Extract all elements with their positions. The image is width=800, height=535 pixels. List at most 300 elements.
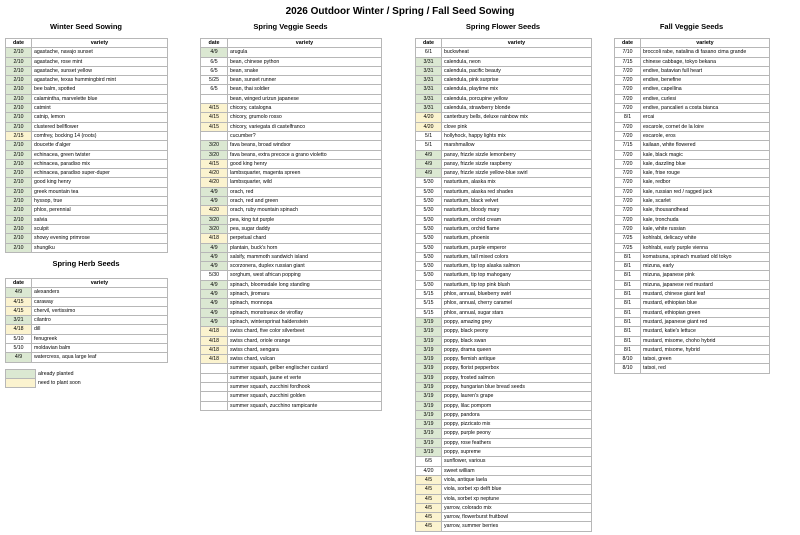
variety-cell[interactable]: nasturtium, tall mixed colors <box>442 252 592 261</box>
variety-cell[interactable]: mizuna, japanese red mustard <box>641 280 770 289</box>
variety-cell[interactable]: mustard, ethiopian blue <box>641 299 770 308</box>
date-cell[interactable]: 2/10 <box>6 197 32 206</box>
date-cell[interactable]: 8/1 <box>615 262 641 271</box>
variety-cell[interactable]: broccoli rabe, natalina di fasano cima grande <box>641 48 770 57</box>
variety-cell[interactable]: dill <box>32 325 168 334</box>
date-cell[interactable]: 5/1 <box>416 131 442 140</box>
variety-cell[interactable]: kale, scarlet <box>641 197 770 206</box>
date-cell[interactable]: 6/1 <box>416 48 442 57</box>
variety-cell[interactable]: alexanders <box>32 288 168 297</box>
date-cell[interactable]: 2/10 <box>6 85 32 94</box>
date-cell[interactable]: 4/5 <box>416 494 442 503</box>
variety-cell[interactable]: greek mountain tea <box>32 187 168 196</box>
date-cell[interactable]: 3/19 <box>416 448 442 457</box>
variety-cell[interactable]: phlox, annual, cherry caramel <box>442 299 592 308</box>
variety-cell[interactable]: poppy, drama queen <box>442 345 592 354</box>
date-cell[interactable]: 3/19 <box>416 336 442 345</box>
variety-cell[interactable]: summer squash, gelber englischer custard <box>228 364 382 373</box>
date-cell[interactable] <box>201 401 228 410</box>
date-cell[interactable]: 5/30 <box>416 224 442 233</box>
variety-cell[interactable]: mustard, katie's lettuce <box>641 327 770 336</box>
variety-cell[interactable]: calendula, pacific beauty <box>442 66 592 75</box>
variety-cell[interactable]: summer squash, zucchini golden <box>228 392 382 401</box>
date-cell[interactable]: 4/15 <box>201 104 228 113</box>
variety-cell[interactable]: swiss chard, five color silverbeet <box>228 327 382 336</box>
date-cell[interactable]: 5/25 <box>201 76 228 85</box>
variety-cell[interactable]: salsify, mammoth sandwich island <box>228 252 382 261</box>
variety-cell[interactable]: yarrow, colorado mix <box>442 503 592 512</box>
date-cell[interactable]: 7/15 <box>615 141 641 150</box>
date-cell[interactable]: 4/20 <box>416 113 442 122</box>
variety-cell[interactable]: sunflower, various <box>442 457 592 466</box>
date-cell[interactable]: 7/20 <box>615 104 641 113</box>
date-cell[interactable]: 7/20 <box>615 169 641 178</box>
date-cell[interactable] <box>201 392 228 401</box>
variety-cell[interactable]: kale, tronchuda <box>641 215 770 224</box>
variety-cell[interactable]: yarrow, flowerburst fruitbowl <box>442 513 592 522</box>
variety-cell[interactable]: viola, sorbet xp neptune <box>442 494 592 503</box>
date-cell[interactable]: 5/30 <box>201 271 228 280</box>
variety-cell[interactable]: escarole, cornet de la loire <box>641 122 770 131</box>
variety-cell[interactable]: agastache, rose mint <box>32 57 168 66</box>
date-cell[interactable]: 7/20 <box>615 94 641 103</box>
variety-cell[interactable]: nasturtium, alaska mix <box>442 178 592 187</box>
variety-cell[interactable]: canterbury bells, deluxe rainbow mix <box>442 113 592 122</box>
date-cell[interactable]: 4/20 <box>201 206 228 215</box>
variety-cell[interactable]: catmint <box>32 104 168 113</box>
date-cell[interactable]: 4/9 <box>416 169 442 178</box>
variety-cell[interactable]: cucumber? <box>228 131 382 140</box>
variety-cell[interactable]: endive, batavian full heart <box>641 66 770 75</box>
date-cell[interactable]: 7/20 <box>615 150 641 159</box>
variety-cell[interactable]: summer squash, zucchini fordhook <box>228 382 382 391</box>
date-cell[interactable]: 4/9 <box>416 159 442 168</box>
date-cell[interactable]: 3/31 <box>416 76 442 85</box>
date-cell[interactable]: 2/10 <box>6 234 32 243</box>
date-cell[interactable]: 4/9 <box>201 197 228 206</box>
date-cell[interactable]: 4/9 <box>201 299 228 308</box>
date-cell[interactable]: 2/10 <box>6 224 32 233</box>
date-cell[interactable]: 8/1 <box>615 271 641 280</box>
date-cell[interactable]: 6/5 <box>201 85 228 94</box>
date-cell[interactable]: 2/10 <box>6 150 32 159</box>
date-cell[interactable]: 4/9 <box>6 353 32 362</box>
variety-cell[interactable]: clustered bellflower <box>32 122 168 131</box>
variety-cell[interactable]: orach, ruby mountain spinach <box>228 206 382 215</box>
date-cell[interactable]: 2/15 <box>6 131 32 140</box>
date-cell[interactable]: 7/20 <box>615 224 641 233</box>
variety-cell[interactable]: mustard, ethiopian green <box>641 308 770 317</box>
date-cell[interactable]: 8/1 <box>615 290 641 299</box>
variety-cell[interactable]: kale, black magic <box>641 150 770 159</box>
variety-cell[interactable]: calendula, neon <box>442 57 592 66</box>
variety-cell[interactable]: nasturtium, purple emperor <box>442 243 592 252</box>
variety-cell[interactable]: fenugreek <box>32 334 168 343</box>
variety-cell[interactable]: summer squash, zucchino rampicante <box>228 401 382 410</box>
variety-cell[interactable]: pansy, frizzle sizzle lemonberry <box>442 150 592 159</box>
variety-cell[interactable]: marshmallow <box>442 141 592 150</box>
date-cell[interactable]: 2/10 <box>6 66 32 75</box>
date-cell[interactable]: 2/10 <box>6 113 32 122</box>
date-cell[interactable]: 2/10 <box>6 48 32 57</box>
variety-cell[interactable]: kohlrabi, delicacy white <box>641 234 770 243</box>
variety-cell[interactable]: buckwheat <box>442 48 592 57</box>
date-cell[interactable]: 2/10 <box>6 76 32 85</box>
variety-cell[interactable]: agastache, texas hummingbird mint <box>32 76 168 85</box>
variety-cell[interactable]: tatsoi, red <box>641 364 770 373</box>
date-cell[interactable] <box>201 131 228 140</box>
variety-cell[interactable]: lambsquarter, wild <box>228 178 382 187</box>
variety-cell[interactable]: calamintha, marvelette blue <box>32 94 168 103</box>
variety-cell[interactable]: sweet william <box>442 466 592 475</box>
variety-cell[interactable]: poppy, lilac pompom <box>442 401 592 410</box>
variety-cell[interactable]: nasturtium, tip top pink blush <box>442 280 592 289</box>
date-cell[interactable]: 4/5 <box>416 503 442 512</box>
variety-cell[interactable]: bean, chinese python <box>228 57 382 66</box>
date-cell[interactable]: 7/25 <box>615 243 641 252</box>
variety-cell[interactable]: plantain, buck's horn <box>228 243 382 252</box>
variety-cell[interactable]: fava beans, extra precoce a grano violetto <box>228 150 382 159</box>
variety-cell[interactable]: poppy, black peony <box>442 327 592 336</box>
date-cell[interactable]: 8/1 <box>615 336 641 345</box>
date-cell[interactable]: 2/10 <box>6 104 32 113</box>
date-cell[interactable]: 5/15 <box>416 290 442 299</box>
date-cell[interactable]: 6/5 <box>201 57 228 66</box>
variety-cell[interactable]: nasturtium, bloody mary <box>442 206 592 215</box>
date-cell[interactable]: 4/15 <box>201 159 228 168</box>
date-cell[interactable]: 8/1 <box>615 280 641 289</box>
variety-cell[interactable]: chinese cabbage, tokyo bekana <box>641 57 770 66</box>
variety-cell[interactable]: scorzonera, duplex russian giant <box>228 262 382 271</box>
variety-cell[interactable]: phlox, annual, sugar stars <box>442 308 592 317</box>
variety-cell[interactable]: spinach, jiromaru <box>228 290 382 299</box>
date-cell[interactable]: 5/30 <box>416 215 442 224</box>
date-cell[interactable]: 3/19 <box>416 410 442 419</box>
date-cell[interactable]: 3/19 <box>416 382 442 391</box>
variety-cell[interactable]: kale, dazzling blue <box>641 159 770 168</box>
variety-cell[interactable]: swiss chard, oriole orange <box>228 336 382 345</box>
variety-cell[interactable]: bean, snake <box>228 66 382 75</box>
variety-cell[interactable]: orach, red <box>228 187 382 196</box>
date-cell[interactable]: 2/10 <box>6 206 32 215</box>
variety-cell[interactable]: arugula <box>228 48 382 57</box>
date-cell[interactable]: 8/1 <box>615 345 641 354</box>
date-cell[interactable]: 7/25 <box>615 234 641 243</box>
variety-cell[interactable]: echinacea, green twister <box>32 150 168 159</box>
variety-cell[interactable]: viola, sorbet xp delft blue <box>442 485 592 494</box>
date-cell[interactable]: 4/20 <box>416 466 442 475</box>
date-cell[interactable]: 4/9 <box>201 280 228 289</box>
date-cell[interactable]: 5/30 <box>416 252 442 261</box>
variety-cell[interactable]: calendula, porcupine yellow <box>442 94 592 103</box>
date-cell[interactable] <box>201 364 228 373</box>
variety-cell[interactable]: komatsuna, spinach mustard old tokyo <box>641 252 770 261</box>
date-cell[interactable]: 5/30 <box>416 262 442 271</box>
variety-cell[interactable]: bean, sunset runner <box>228 76 382 85</box>
variety-cell[interactable]: salvia <box>32 215 168 224</box>
variety-cell[interactable]: poppy, florist pepperbox <box>442 364 592 373</box>
variety-cell[interactable]: kale, redbor <box>641 178 770 187</box>
variety-cell[interactable]: poppy, flemish antique <box>442 355 592 364</box>
date-cell[interactable]: 4/9 <box>6 288 32 297</box>
date-cell[interactable]: 2/10 <box>6 215 32 224</box>
date-cell[interactable]: 4/9 <box>201 317 228 326</box>
variety-cell[interactable]: endive, capellina <box>641 85 770 94</box>
variety-cell[interactable]: kale, white russian <box>641 224 770 233</box>
variety-cell[interactable]: ercai <box>641 113 770 122</box>
date-cell[interactable]: 7/20 <box>615 197 641 206</box>
variety-cell[interactable]: kale, thousandhead <box>641 206 770 215</box>
date-cell[interactable]: 3/31 <box>416 85 442 94</box>
variety-cell[interactable]: mizuna, early <box>641 262 770 271</box>
date-cell[interactable]: 3/21 <box>6 316 32 325</box>
variety-cell[interactable]: poppy, supreme <box>442 448 592 457</box>
date-cell[interactable]: 4/9 <box>416 150 442 159</box>
date-cell[interactable]: 3/31 <box>416 94 442 103</box>
variety-cell[interactable]: mustard, chinese giant leaf <box>641 290 770 299</box>
variety-cell[interactable]: tatsoi, green <box>641 355 770 364</box>
date-cell[interactable]: 3/19 <box>416 401 442 410</box>
date-cell[interactable]: 5/30 <box>416 280 442 289</box>
date-cell[interactable]: 2/10 <box>6 178 32 187</box>
date-cell[interactable]: 5/10 <box>6 334 32 343</box>
date-cell[interactable]: 4/9 <box>201 48 228 57</box>
variety-cell[interactable]: endive, benefine <box>641 76 770 85</box>
variety-cell[interactable]: endive, pancalieri a costa bianca <box>641 104 770 113</box>
variety-cell[interactable]: pea, sugar daddy <box>228 224 382 233</box>
variety-cell[interactable]: swiss chard, sengara <box>228 345 382 354</box>
date-cell[interactable]: 5/30 <box>416 243 442 252</box>
date-cell[interactable]: 5/30 <box>416 271 442 280</box>
variety-cell[interactable]: calendula, playtime mix <box>442 85 592 94</box>
variety-cell[interactable]: mustard, misome, choho hybrid <box>641 336 770 345</box>
variety-cell[interactable]: agastache, sunset yellow <box>32 66 168 75</box>
variety-cell[interactable]: echinacea, paradiso super-duper <box>32 169 168 178</box>
date-cell[interactable] <box>201 373 228 382</box>
variety-cell[interactable]: poppy, frosted salmon <box>442 373 592 382</box>
date-cell[interactable]: 4/15 <box>201 113 228 122</box>
date-cell[interactable]: 7/20 <box>615 178 641 187</box>
date-cell[interactable]: 7/20 <box>615 215 641 224</box>
variety-cell[interactable]: good king henry <box>32 178 168 187</box>
variety-cell[interactable]: pea, king tut purple <box>228 215 382 224</box>
variety-cell[interactable]: kale, russian red / ragged jack <box>641 187 770 196</box>
variety-cell[interactable]: poppy, hungarian blue bread seeds <box>442 382 592 391</box>
date-cell[interactable]: 2/10 <box>6 159 32 168</box>
variety-cell[interactable]: kale, frise rouge <box>641 169 770 178</box>
date-cell[interactable]: 8/10 <box>615 364 641 373</box>
date-cell[interactable]: 2/10 <box>6 243 32 252</box>
variety-cell[interactable]: swiss chard, vulcan <box>228 355 382 364</box>
variety-cell[interactable]: mustard, misome, hybrid <box>641 345 770 354</box>
variety-cell[interactable]: nasturtium, tip top alaska salmon <box>442 262 592 271</box>
date-cell[interactable]: 4/9 <box>201 308 228 317</box>
variety-cell[interactable]: poppy, pandora <box>442 410 592 419</box>
date-cell[interactable]: 4/18 <box>201 336 228 345</box>
date-cell[interactable]: 5/30 <box>416 178 442 187</box>
variety-cell[interactable]: mizuna, japanese pink <box>641 271 770 280</box>
date-cell[interactable]: 5/30 <box>416 234 442 243</box>
date-cell[interactable]: 4/18 <box>6 325 32 334</box>
date-cell[interactable]: 7/20 <box>615 131 641 140</box>
date-cell[interactable]: 8/1 <box>615 299 641 308</box>
date-cell[interactable]: 4/5 <box>416 475 442 484</box>
date-cell[interactable]: 3/19 <box>416 327 442 336</box>
date-cell[interactable]: 3/19 <box>416 420 442 429</box>
date-cell[interactable]: 3/19 <box>416 355 442 364</box>
date-cell[interactable]: 7/20 <box>615 187 641 196</box>
variety-cell[interactable]: nasturtium, tip top mahogany <box>442 271 592 280</box>
date-cell[interactable]: 8/10 <box>615 355 641 364</box>
date-cell[interactable]: 7/20 <box>615 206 641 215</box>
date-cell[interactable]: 5/10 <box>6 344 32 353</box>
variety-cell[interactable]: hollyhock, happy lights mix <box>442 131 592 140</box>
date-cell[interactable]: 3/19 <box>416 438 442 447</box>
variety-cell[interactable]: nasturtium, black velvet <box>442 197 592 206</box>
date-cell[interactable]: 4/20 <box>201 178 228 187</box>
date-cell[interactable]: 4/15 <box>6 306 32 315</box>
variety-cell[interactable]: mustard, japanese giant red <box>641 317 770 326</box>
variety-cell[interactable]: chicory, grumolo rosso <box>228 113 382 122</box>
variety-cell[interactable]: watercress, aqua large leaf <box>32 353 168 362</box>
date-cell[interactable]: 3/19 <box>416 345 442 354</box>
variety-cell[interactable]: nasturtium, alaska red shades <box>442 187 592 196</box>
date-cell[interactable]: 5/30 <box>416 206 442 215</box>
date-cell[interactable]: 8/1 <box>615 113 641 122</box>
date-cell[interactable]: 3/31 <box>416 57 442 66</box>
date-cell[interactable]: 7/20 <box>615 122 641 131</box>
variety-cell[interactable]: showy evening primrose <box>32 234 168 243</box>
date-cell[interactable]: 4/5 <box>416 513 442 522</box>
variety-cell[interactable]: bee balm, spotted <box>32 85 168 94</box>
variety-cell[interactable]: spinach, wintersprinat haldenstein <box>228 317 382 326</box>
variety-cell[interactable]: shungiku <box>32 243 168 252</box>
date-cell[interactable] <box>201 94 228 103</box>
date-cell[interactable]: 7/15 <box>615 57 641 66</box>
variety-cell[interactable]: moldavian balm <box>32 344 168 353</box>
date-cell[interactable]: 8/1 <box>615 317 641 326</box>
date-cell[interactable]: 5/30 <box>416 197 442 206</box>
variety-cell[interactable]: nasturtium, phoenix <box>442 234 592 243</box>
variety-cell[interactable]: lambsquarter, magenta spreen <box>228 169 382 178</box>
date-cell[interactable]: 4/15 <box>201 122 228 131</box>
variety-cell[interactable]: cilantro <box>32 316 168 325</box>
date-cell[interactable]: 4/9 <box>201 262 228 271</box>
date-cell[interactable]: 4/5 <box>416 485 442 494</box>
variety-cell[interactable]: chicory, variegata di castelfranco <box>228 122 382 131</box>
variety-cell[interactable]: escarole, eros <box>641 131 770 140</box>
date-cell[interactable]: 7/20 <box>615 159 641 168</box>
date-cell[interactable]: 3/20 <box>201 215 228 224</box>
variety-cell[interactable]: sculpit <box>32 224 168 233</box>
variety-cell[interactable]: comfrey, bocking 14 (roots) <box>32 131 168 140</box>
variety-cell[interactable]: poppy, purple peony <box>442 429 592 438</box>
variety-cell[interactable]: agastache, navajo sunset <box>32 48 168 57</box>
variety-cell[interactable]: summer squash, jaune et verte <box>228 373 382 382</box>
variety-cell[interactable]: spinach, monstrueux de viroflay <box>228 308 382 317</box>
variety-cell[interactable]: kailaan, white flowered <box>641 141 770 150</box>
variety-cell[interactable]: hyssop, true <box>32 197 168 206</box>
date-cell[interactable]: 2/10 <box>6 57 32 66</box>
variety-cell[interactable]: nasturtium, orchid cream <box>442 215 592 224</box>
date-cell[interactable]: 8/1 <box>615 308 641 317</box>
date-cell[interactable]: 3/19 <box>416 373 442 382</box>
date-cell[interactable]: 7/20 <box>615 85 641 94</box>
variety-cell[interactable]: bean, winged urizun japanese <box>228 94 382 103</box>
variety-cell[interactable]: clove pink <box>442 122 592 131</box>
date-cell[interactable]: 7/10 <box>615 48 641 57</box>
date-cell[interactable]: 4/9 <box>201 252 228 261</box>
date-cell[interactable]: 4/9 <box>201 187 228 196</box>
date-cell[interactable]: 2/10 <box>6 94 32 103</box>
variety-cell[interactable]: nasturtium, orchid flame <box>442 224 592 233</box>
variety-cell[interactable]: catnip, lemon <box>32 113 168 122</box>
variety-cell[interactable]: echinacea, paradiso mix <box>32 159 168 168</box>
date-cell[interactable]: 3/19 <box>416 429 442 438</box>
date-cell[interactable]: 3/20 <box>201 224 228 233</box>
variety-cell[interactable]: kohlrabi, early purple vienna <box>641 243 770 252</box>
variety-cell[interactable]: pansy, frizzle sizzle yellow-blue swirl <box>442 169 592 178</box>
date-cell[interactable]: 2/10 <box>6 187 32 196</box>
date-cell[interactable]: 2/10 <box>6 122 32 131</box>
variety-cell[interactable]: poppy, lauren's grape <box>442 392 592 401</box>
variety-cell[interactable]: viola, antique laela <box>442 475 592 484</box>
variety-cell[interactable]: yarrow, summer berries <box>442 522 592 531</box>
date-cell[interactable]: 3/19 <box>416 317 442 326</box>
date-cell[interactable]: 8/1 <box>615 327 641 336</box>
date-cell[interactable]: 4/18 <box>201 355 228 364</box>
date-cell[interactable]: 3/31 <box>416 66 442 75</box>
date-cell[interactable]: 4/9 <box>201 290 228 299</box>
variety-cell[interactable]: good king henry <box>228 159 382 168</box>
date-cell[interactable]: 4/18 <box>201 234 228 243</box>
date-cell[interactable]: 6/5 <box>416 457 442 466</box>
variety-cell[interactable]: orach, red and green <box>228 197 382 206</box>
variety-cell[interactable]: poppy, rose feathers <box>442 438 592 447</box>
date-cell[interactable]: 5/30 <box>416 187 442 196</box>
date-cell[interactable]: 8/1 <box>615 252 641 261</box>
date-cell[interactable]: 3/31 <box>416 104 442 113</box>
date-cell[interactable]: 4/18 <box>201 345 228 354</box>
date-cell[interactable]: 7/20 <box>615 76 641 85</box>
variety-cell[interactable]: spinach, monnopa <box>228 299 382 308</box>
variety-cell[interactable]: poppy, pizzicato mix <box>442 420 592 429</box>
date-cell[interactable]: 3/19 <box>416 392 442 401</box>
variety-cell[interactable]: caraway <box>32 297 168 306</box>
date-cell[interactable]: 4/15 <box>6 297 32 306</box>
variety-cell[interactable]: calendula, strawberry blonde <box>442 104 592 113</box>
date-cell[interactable]: 3/19 <box>416 364 442 373</box>
date-cell[interactable]: 3/20 <box>201 150 228 159</box>
date-cell[interactable]: 3/20 <box>201 141 228 150</box>
date-cell[interactable]: 4/18 <box>201 327 228 336</box>
variety-cell[interactable]: fava beans, broad windsor <box>228 141 382 150</box>
variety-cell[interactable]: pansy, frizzle sizzle raspberry <box>442 159 592 168</box>
date-cell[interactable]: 4/5 <box>416 522 442 531</box>
variety-cell[interactable]: bean, thai soldier <box>228 85 382 94</box>
variety-cell[interactable]: phlox, perennial <box>32 206 168 215</box>
variety-cell[interactable]: poppy, amazing grey <box>442 317 592 326</box>
date-cell[interactable]: 2/10 <box>6 169 32 178</box>
variety-cell[interactable]: chicory, catalogna <box>228 104 382 113</box>
date-cell[interactable]: 7/20 <box>615 66 641 75</box>
date-cell[interactable]: 4/20 <box>201 169 228 178</box>
variety-cell[interactable]: endive, curlesi <box>641 94 770 103</box>
date-cell[interactable]: 5/15 <box>416 308 442 317</box>
variety-cell[interactable]: calendula, pink surprise <box>442 76 592 85</box>
variety-cell[interactable]: doucette d'alger <box>32 141 168 150</box>
date-cell[interactable] <box>201 382 228 391</box>
